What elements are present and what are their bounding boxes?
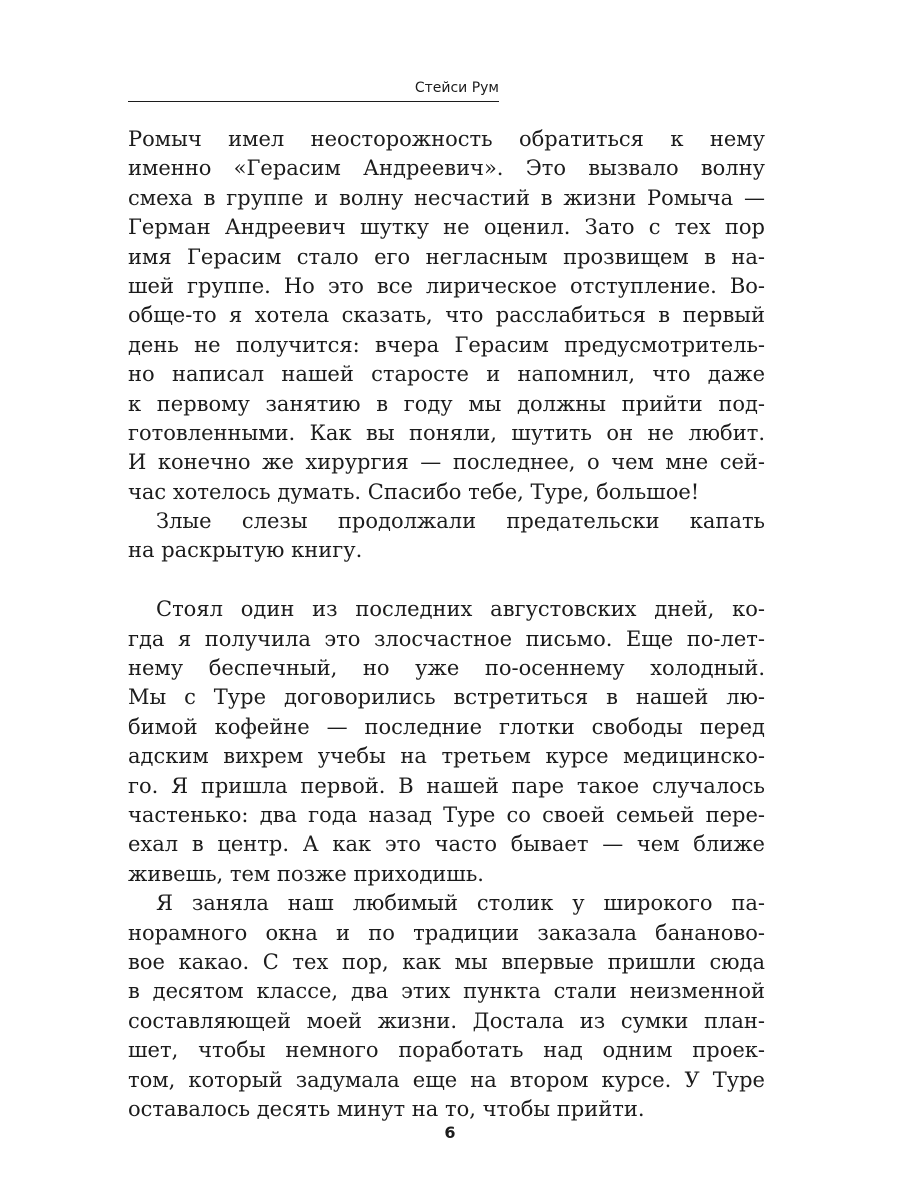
- text-line: Ромыч имел неосторожность обратиться к нему: [128, 127, 765, 151]
- paragraph-start: Злые слезы продолжали предательски капать: [156, 509, 765, 534]
- text-line: оставалось десять минут на то, чтобы прийти.: [128, 1096, 645, 1121]
- text-line: гда я получила это злосчастное письмо. Еще по-лет-: [128, 626, 765, 651]
- text-line: шей группе. Но это все лирическое отступление. Во-: [128, 273, 765, 298]
- text-line: ехал в центр. А как это часто бывает — чем ближе: [128, 832, 765, 857]
- text-line: имя Герасим стало его негласным прозвищем в на-: [128, 244, 765, 269]
- text-line: го. Я пришла первой. В нашей паре такое случалось: [128, 773, 765, 798]
- text-line: Мы с Туре договорились встретиться в нашей лю-: [128, 685, 765, 710]
- text-line: норамного окна и по традиции заказала бананово-: [128, 920, 765, 945]
- text-line: день не получится: вчера Герасим предусмотритель-: [128, 332, 765, 357]
- text-line: на раскрытую книгу.: [128, 538, 363, 563]
- text-line: составляющей моей жизни. Достала из сумки план-: [128, 1008, 765, 1033]
- text-line: бимой кофейне — последние глотки свободы перед: [128, 714, 765, 739]
- text-line: именно «Герасим Андреевич». Это вызвало волну: [128, 156, 765, 181]
- text-line: вое какао. С тех пор, как мы впервые пришли сюда: [128, 949, 765, 974]
- page-number: 6: [444, 1123, 456, 1142]
- text-line: к первому занятию в году мы должны прийти под-: [128, 391, 765, 416]
- text-line: час хотелось думать. Спасибо тебе, Туре, большое!: [128, 479, 700, 504]
- running-head: [128, 78, 499, 102]
- running-head-title: Стейси Рум: [414, 80, 499, 96]
- text-line: нему беспечный, но уже по-осеннему холодный.: [128, 656, 765, 681]
- body-text: [128, 125, 765, 1124]
- text-line: живешь, тем позже приходишь.: [128, 861, 484, 886]
- text-line: обще-то я хотела сказать, что расслабиться в первый: [128, 303, 765, 328]
- text-line: готовленными. Как вы поняли, шутить он не любит.: [128, 420, 765, 445]
- text-line: в десятом классе, два этих пункта стали неизменной: [128, 979, 765, 1004]
- section-break: [128, 566, 765, 595]
- text-line: адским вихрем учебы на третьем курсе медицинско-: [128, 744, 765, 769]
- text-line: смеха в группе и волну несчастий в жизни Ромыча —: [128, 185, 765, 210]
- paragraph-start: Я заняла наш любимый столик у широкого па-: [156, 891, 765, 916]
- text-line: И конечно же хирургия — последнее, о чем мне сей-: [128, 450, 765, 475]
- text-line: частенько: два года назад Туре со своей семьей пере-: [128, 802, 765, 827]
- paragraph-start: Стоял один из последних августовских дней, ко-: [156, 597, 765, 622]
- text-line: том, который задумала еще на втором курсе. У Туре: [128, 1067, 765, 1092]
- text-line: Герман Андреевич шутку не оценил. Зато с тех пор: [128, 215, 765, 240]
- text-line: но написал нашей старосте и напомнил, что даже: [128, 362, 765, 387]
- text-line: шет, чтобы немного поработать над одним проек-: [128, 1038, 765, 1063]
